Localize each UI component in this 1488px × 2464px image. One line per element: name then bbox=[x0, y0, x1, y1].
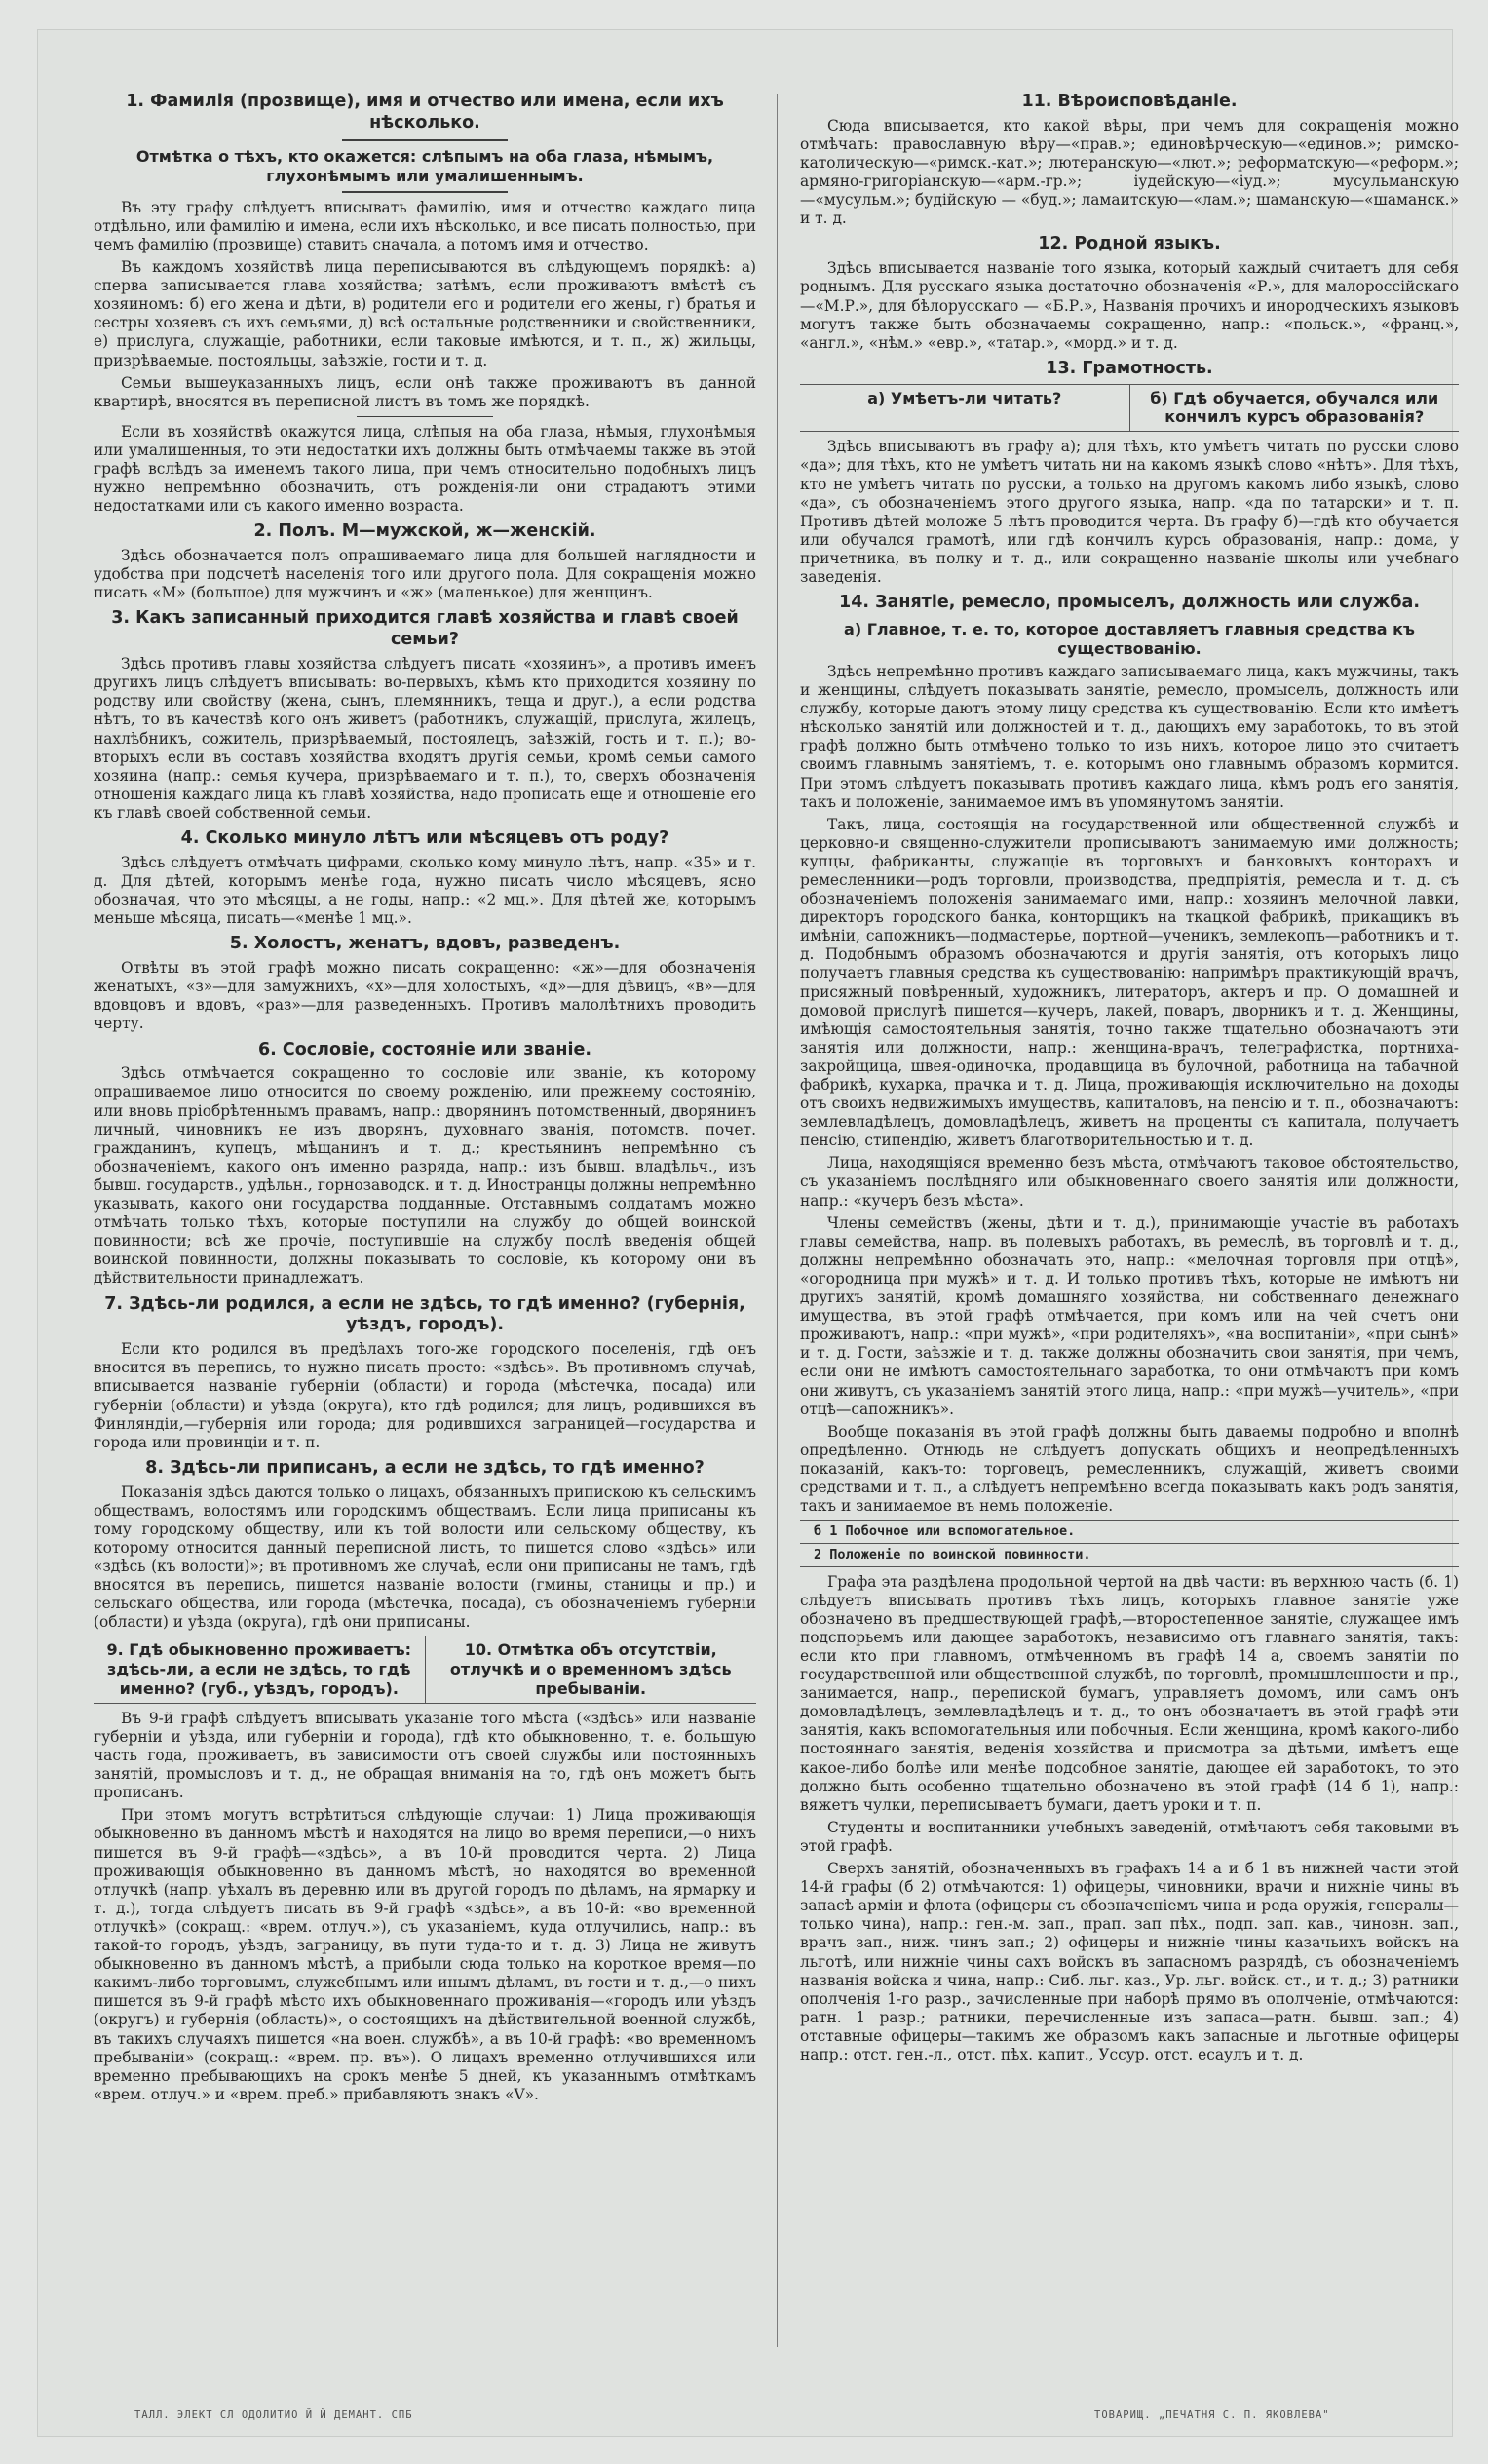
heading-1-note: Отмѣтка о тѣхъ, кто окажется: слѣпымъ на оба глаза, нѣмымъ, глухонѣмымъ или умалишеннымъ. bbox=[135, 146, 714, 185]
heading-9: 9. Гдѣ обыкновенно проживаетъ: здѣсь-ли, а если не здѣсь, то гдѣ именно? (губ., уѣздъ, городъ). bbox=[106, 1640, 412, 1699]
heading-3: 3. Какъ записанный приходится главѣ хозяйства и главѣ своей семьи? bbox=[111, 608, 739, 650]
subheading-14b1: б 1 Побочное или вспомогательное. bbox=[800, 1520, 1459, 1543]
rule bbox=[342, 191, 508, 193]
paragraph: Если въ хозяйствѣ окажутся лица, слѣпыя на оба глаза, нѣмыя, глухонѣмыя или умалишенныя, то эти недостатки ихъ должны быть отмѣчаемы также въ этой графѣ вслѣдъ за именемъ такого лица, при чемъ относительно подобныхъ лицъ нужно непремѣнно обозначить, отъ рожденія-ли они страдаютъ этими недостатками или съ какого именно возраста. bbox=[94, 422, 756, 516]
paragraph: Студенты и воспитанники учебныхъ заведеній, отмѣчаютъ себя таковыми въ этой графѣ. bbox=[800, 1818, 1459, 1855]
paragraph: Здѣсь отмѣчается сокращенно то сословіе или званіе, къ которому опрашиваемое лицо относится по своему рожденію, или прежнему состоянію, или вновь пріобрѣтеннымъ правамъ, напр.: дворянинъ потомственный, дворянинъ личный, чиновникъ не изъ дворянъ, духовнаго званія, потомств. почет. гражданинъ, купецъ, мѣщанинъ и т. д.; крестьянинъ непремѣнно съ обозначеніемъ, какого онъ именно разряда, напр.: изъ бывш. владѣльч., изъ бывш. государств., удѣльн., горнозаводск. и т. д. Иностранцы должны непремѣнно указывать, какого они государства подданные. Отставнымъ солдатамъ можно отмѣчать только тѣхъ, которые поступили на службу до общей воинской повинности; всѣ же прочіе, поступившіе на службу послѣ введенія общей воинской повинности, должны показывать то сословіе, къ которому они въ дѣйствительности принадлежатъ. bbox=[94, 1064, 756, 1288]
subheading-14b2: 2 Положеніе по воинской повинности. bbox=[800, 1543, 1459, 1567]
heading-13-subrow bbox=[800, 384, 1459, 433]
heading-1: 1. Фамилія (прозвище), имя и отчество или имена, если ихъ нѣсколько. bbox=[126, 92, 724, 133]
paragraph: Въ эту графу слѣдуетъ вписывать фамилію, имя и отчество каждаго лица отдѣльно, или фамилію и имена, если ихъ нѣсколько, и все писать полностью, при чемъ фамилію (прозвище) ставить сначала, а потомъ имя и отчество. bbox=[94, 198, 756, 253]
heading-10: 10. Отмѣтка объ отсутствіи, отлучкѣ и о временномъ здѣсь пребываніи. bbox=[425, 1636, 757, 1702]
paragraph: Показанія здѣсь даются только о лицахъ, обязанныхъ припискою къ сельскимъ обществамъ, волостямъ или городскимъ обществамъ. Если лица приписаны къ тому городскому обществу, или къ той волости или сельскому обществу, къ которому относится данный переписной листъ, то пишется слово «здѣсь» или «здѣсь (къ волости)»; въ противномъ же случаѣ, если они приписаны не тамъ, гдѣ вносятся въ перепись, пишется названіе волости (гмины, станицы и пр.) и сельскаго общества, или города (мѣстечка, посада), съ обозначеніемъ губерніи (области) и уѣзда (округа), гдѣ они приписаны. bbox=[94, 1482, 756, 1632]
heading-13b: б) Гдѣ обучается, обучался или кончилъ курсъ образованія? bbox=[1129, 385, 1460, 432]
heading-5: 5. Холостъ, женатъ, вдовъ, разведенъ. bbox=[229, 934, 621, 954]
heading-14a: а) Главное, т. е. то, которое доставляетъ главныя средства къ существованію. bbox=[844, 619, 1415, 658]
paragraph: Сюда вписывается, кто какой вѣры, при чемъ для сокращенія можно отмѣчать: православную вѣру—«прав.»; единовѣрческую—«единов.»; римско-католическую—«римск.-кат.»; лютеранскую—«лют.»; реформатскую—«реформ.»; армяно-григоріанскую—«арм.-гр.»; іудейскую—«іуд.»; мусульманскую—«мусульм.»; будійскую — «буд.»; ламаитскую—«лам.»; шаманскую—«шаманск.» и т. д. bbox=[800, 116, 1459, 228]
paragraph: Здѣсь обозначается полъ опрашиваемаго лица для большей наглядности и удобства при подсчетѣ населенія того или другого пола. Для сокращенія можно писать «М» (большое) для мужчинъ и «ж» (маленькое) для женщинъ. bbox=[94, 547, 756, 602]
heading-12: 12. Родной языкъ. bbox=[1038, 234, 1221, 254]
heading-13: 13. Грамотность. bbox=[1046, 358, 1213, 378]
paragraph: Если кто родился въ предѣлахъ того-же городского поселенія, гдѣ онъ вносится въ перепись, то нужно писать просто: «здѣсь». Въ противномъ случаѣ, вписывается названіе губерніи (области) и города (мѣстечка, посада) или губерніи (области) и уѣзда (округа), кто гдѣ родился; для лицъ, родившихся въ Финляндіи,—губернія или города; для родившихся заграницей—государства и города или провинціи и т. п. bbox=[94, 1340, 756, 1451]
column-divider bbox=[777, 94, 778, 2347]
heading-14: 14. Занятіе, ремесло, промыселъ, должность или служба. bbox=[839, 593, 1420, 613]
paragraph: Здѣсь вписываютъ въ графу а); для тѣхъ, кто умѣетъ читать по русски слово «да»; для тѣхъ, кто не умѣетъ читать ни на какомъ языкѣ слово «нѣтъ». Для тѣхъ, кто не умѣетъ читать по русски, а только на другомъ какомъ либо языкѣ, слово «да», съ обозначеніемъ этого другого языка, напр. «да по татарски» и т. п. Противъ дѣтей моложе 5 лѣтъ проводится черта. Въ графу б)—гдѣ кто обучается или обучался грамотѣ, или гдѣ кончилъ курсъ образованія, напр.: дома, у причетника, въ полку и т. д., или сокращенно названіе школы или учебнаго заведенія. bbox=[800, 438, 1459, 586]
heading-11: 11. Вѣроисповѣданіе. bbox=[1021, 92, 1238, 111]
heading-7: 7. Здѣсь-ли родился, а если не здѣсь, то гдѣ именно? (губернія, уѣздъ, городъ). bbox=[104, 1293, 745, 1335]
heading-8: 8. Здѣсь-ли приписанъ, а если не здѣсь, то гдѣ именно? bbox=[145, 1457, 705, 1478]
printer-imprint-right: ТОВАРИЩ. „ПЕЧАТНЯ С. П. ЯКОВЛЕВА" bbox=[1094, 2409, 1330, 2421]
paragraph: Такъ, лица, состоящія на государственной или общественной службѣ и церковно-и священно-служители прописываютъ занимаемую ими должность; купцы, фабриканты, служащіе въ торговыхъ и банковыхъ конторахъ и ремесленники—родъ торговли, производства, предпріятія, ремесла и т. д. съ обозначеніемъ положенія занимаемаго ими, напр.: хозяинъ мелочной лавки, директоръ городского банка, конторщикъ на ткацкой фабрикѣ, прикащикъ въ имѣніи, сапожникъ—подмастерье, портной—ученикъ, землекопъ—работникъ и т. д. Подобнымъ образомъ обозначаются и другія занятія, отъ которыхъ лицо получаетъ главныя средства къ существованію: напримѣръ практикующій врачъ, присяжный повѣренный, художникъ, литераторъ, актеръ и пр. О домашней и домовой прислугѣ пишется—кучеръ, лакей, поваръ, дворникъ и т. д. Женщины, имѣющія самостоятельныя занятія, точно также тщательно обозначаютъ эти занятія или должности, напр.: женщина-врачъ, телеграфистка, портниха-закройщица, швея-одиночка, продавщица въ булочной, работница на табачной фабрикѣ, кухарка, прачка и т. д. Лица, проживающія исключительно на доходы отъ своихъ недвижимыхъ имуществъ, капиталовъ, на пенсію и т. п., обозначаютъ: землевладѣлецъ, домовладѣлецъ, живетъ на проценты съ капитала, получаетъ пенсію, стипендію, живетъ благотворительностью и т. д. bbox=[800, 815, 1459, 1150]
paragraph: Здѣсь слѣдуетъ отмѣчать цифрами, сколько кому минуло лѣтъ, напр. «35» и т. д. Для дѣтей, которымъ менѣе года, нужно писать число мѣсяцевъ, ясно обозначая, что это мѣсяцы, а не годы, напр.: «2 мц.». Для дѣтей же, которымъ меньше мѣсяца, писать—«менѣе 1 мц.». bbox=[94, 853, 756, 928]
paragraph: Лица, находящіяся временно безъ мѣста, отмѣчаютъ таковое обстоятельство, съ указаніемъ послѣдняго или обыкновеннаго своего занятія или должности, напр.: «кучеръ безъ мѣста». bbox=[800, 1154, 1459, 1210]
paragraph: Въ каждомъ хозяйствѣ лица переписываются въ слѣдующемъ порядкѣ: а) сперва записывается глава хозяйства; затѣмъ, если проживаютъ вмѣстѣ съ хозяиномъ: б) его жена и дѣти, в) родители его и родители его жены, г) братья и сестры хозяевъ съ ихъ семьями, д) всѣ остальные родственники и свойственники, е) прислуга, служащіе, работники, если таковые имѣются, и т. п., ж) жильцы, призрѣваемые, постояльцы, заѣзжіе, гости и т. д. bbox=[94, 258, 756, 369]
heading-9-10-row bbox=[94, 1636, 756, 1703]
census-form-sheet bbox=[37, 29, 1459, 2437]
paragraph: Сверхъ занятій, обозначенныхъ въ графахъ 14 а и б 1 въ нижней части этой 14-й графы (б 2) отмѣчаются: 1) офицеры, чиновники, врачи и нижніе чины въ запасѣ арміи и флота (офицеры съ обозначеніемъ чина и рода оружія, генералы—только чина), напр.: ген.-м. зап., прап. зап пѣх., подп. зап. кав., чиновн. зап., врачъ зап., ниж. чинъ зап.; 2) офицеры и нижніе чины казачьихъ войскъ на льготѣ, или нижніе чины сахъ войскъ въ запасномъ разрядѣ, съ обозначеніемъ названія войска и чина, напр.: Сиб. льг. каз., Ур. льг. войск. ст., и т. д.; 3) ратники ополченія 1-го разр., зачисленные при наборѣ прямо въ ополченіе, отмѣчаются: ратн. 1 разр.; ратники, перечисленные изъ запаса—ратн. бывш. зап.; 4) отставные офицеры—такимъ же образомъ какъ запасные и льготные офицеры напр.: отст. ген.-л., отст. пѣх. капит., Уссур. отст. есаулъ и т. д. bbox=[800, 1860, 1459, 2063]
left-column bbox=[94, 86, 756, 2108]
paragraph: Здѣсь непремѣнно противъ каждаго записываемаго лица, какъ мужчины, такъ и женщины, слѣдуетъ показывать занятіе, ремесло, промыселъ, должность или службу, которые даютъ этому лицу средства къ существованію. Если кто имѣетъ нѣсколько занятій или должностей и т. д., дающихъ ему заработокъ, то въ этой графѣ должно быть отмѣчено только то изъ нихъ, которое лицо это считаетъ своимъ главнымъ занятіемъ, т. е. которымъ оно главнымъ образомъ кормится. При этомъ слѣдуетъ показывать противъ каждаго лица, кѣмъ родъ его занятія, такъ и положеніе, занимаемое имъ въ упомянутомъ занятіи. bbox=[800, 662, 1459, 811]
paragraph: Въ 9-й графѣ слѣдуетъ вписывать указаніе того мѣста («здѣсь» или названіе губерніи и уѣзда, или губерніи и города), гдѣ кто обыкновенно, т. е. большую часть года, проживаетъ, въ зависимости отъ своей службы или постоянныхъ занятій, промысловъ и т. д., не обращая вниманія на то, гдѣ онъ можетъ быть прописанъ. bbox=[94, 1709, 756, 1802]
paragraph: Семьи вышеуказанныхъ лицъ, если онѣ также проживаютъ въ данной квартирѣ, вносятся въ переписной листъ въ томъ же порядкѣ. bbox=[94, 373, 756, 410]
rule bbox=[357, 416, 493, 417]
paragraph: При этомъ могутъ встрѣтиться слѣдующіе случаи: 1) Лица проживающія обыкновенно въ данномъ мѣстѣ и находятся на лицо во время переписи,—о нихъ пишется въ 9-й графѣ—«здѣсь», а въ 10-й проводится черта. 2) Лица проживающія обыкновенно въ данномъ мѣстѣ, но находятся во временной отлучкѣ (напр. уѣхалъ въ деревню или въ другой городъ по дѣламъ, на ярмарку и т. д.), тогда слѣдуетъ писать въ 9-й графѣ «здѣсь», а въ 10-й: «во временной отлучкѣ» (сокращ.: «врем. отлуч.»), съ указаніемъ, куда отлучились, напр.: въ такой-то городъ, уѣздъ, заграницу, въ пути туда-то и т. д. 3) Лица не живутъ обыкновенно въ данномъ мѣстѣ, а прибыли сюда только на короткое время—по какимъ-либо торговымъ, служебнымъ или инымъ дѣламъ, въ гости и т. д.,—о нихъ пишется въ 9-й графѣ мѣсто ихъ обыкновеннаго проживанія—«городъ или уѣздъ (округъ) и губернія (область)», о состоящихъ на дѣйствительной военной службѣ, въ такихъ случаяхъ пишется «на воен. службѣ», а въ 10-й графѣ: «во временномъ пребываніи» (сокращ.: «врем. пр. въ»). О лицахъ временно отлучившихся или временно пребывающихъ на срокъ менѣе 5 дней, къ указаннымъ отмѣткамъ «врем. отлуч.» и «врем. преб.» прибавляютъ знакъ «V». bbox=[94, 1806, 756, 2103]
right-column bbox=[800, 86, 1459, 2068]
heading-2: 2. Полъ. М—мужской, ж—женскій. bbox=[253, 521, 596, 542]
paragraph: Вообще показанія въ этой графѣ должны быть даваемы подробно и вполнѣ опредѣленно. Отнюдь не слѣдуетъ допускать общихъ и неопредѣленныхъ показаній, какъ-то: торговецъ, ремесленникъ, служащій, живетъ своими средствами и т. п., а слѣдуетъ непремѣнно всегда показывать какъ родъ занятія, такъ и занимаемое въ немъ положеніе. bbox=[800, 1422, 1459, 1516]
paragraph: Отвѣты въ этой графѣ можно писать сокращенно: «ж»—для обозначенія женатыхъ, «з»—для замужнихъ, «х»—для холостыхъ, «д»—для дѣвицъ, «в»—для вдовцовъ и вдовъ, «раз»—для разведенныхъ. Противъ малолѣтнихъ проводить черту. bbox=[94, 959, 756, 1033]
paragraph: Здѣсь противъ главы хозяйства слѣдуетъ писать «хозяинъ», а противъ именъ другихъ лицъ слѣдуетъ вписывать: во-первыхъ, кѣмъ кто приходится хозяину по родству или свойству (жена, сынъ, племянникъ, теща и друг.), а если родства нѣтъ, то въ качествѣ кого онъ живетъ (работникъ, служащій, прислуга, жилецъ, нахлѣбникъ, сожитель, призрѣваемый, постоялецъ, заѣзжій, гость и т. п.); во-вторыхъ если въ составъ хозяйства входятъ другія семьи, кромѣ семьи самого хозяина (напр.: семья кучера, призрѣваемаго и т. п.), то, сверхъ обозначенія отношенія каждаго лица къ главѣ хозяйства, надо прописать еще и отношеніе его къ главѣ своей собственной семьи. bbox=[94, 655, 756, 822]
heading-4: 4. Сколько минуло лѣтъ или мѣсяцевъ отъ роду? bbox=[180, 828, 669, 848]
heading-13a: а) Умѣетъ-ли читать? bbox=[867, 388, 1062, 407]
paragraph: Графа эта раздѣлена продольной чертой на двѣ части: въ верхнюю часть (б. 1) слѣдуетъ вписывать противъ тѣхъ лицъ, которыхъ главное занятіе уже обозначено въ предшествующей графѣ,—второстепенное занятіе, служащее имъ подспорьемъ или дающее заработокъ, независимо отъ главнаго занятія, такъ: если кто при главномъ, отмѣченномъ въ графѣ 14 а, своемъ занятіи по государственной или общественной службѣ, по торговлѣ, промышленности и пр., занимается, напр., перепиской бумагъ, управляетъ домомъ, или самъ онъ домовладѣлецъ, землевладѣлецъ и т. д., то онъ обозначаетъ въ этой графѣ эти занятія, какъ вспомогательныя или побочныя. Если женщина, кромѣ какого-либо постояннаго занятія, веденія хозяйства и присмотра за дѣтьми, имѣетъ еще какое-либо болѣе или менѣе подсобное занятіе, дающее ей заработокъ, то это должно быть особенно тщательно обозначено въ этой графѣ (14 б 1), напр.: вяжетъ чулки, переписываетъ бумаги, даетъ уроки и т. п. bbox=[800, 1572, 1459, 1814]
rule bbox=[342, 139, 508, 141]
paragraph: Члены семействъ (жены, дѣти и т. д.), принимающіе участіе въ работахъ главы семейства, напр. въ полевыхъ работахъ, въ ремеслѣ, въ торговлѣ и т. д., должны непремѣнно обозначать это, напр.: «мелочная торговля при отцѣ», «огородница при мужѣ» и т. д. И только противъ тѣхъ, которые не имѣютъ ни другихъ занятій, кромѣ домашняго хозяйства, ни собственнаго денежнаго имущества, въ этой графѣ отмѣчается, при комъ или на чей счетъ они проживаютъ, напр.: «при мужѣ», «при родителяхъ», «на воспитаніи», «при сынѣ» и т. д. Гости, заѣзжіе и т. д. также должны обозначить свои занятія, при чемъ, если они не имѣютъ самостоятельнаго заработка, то они отмѣчаютъ при комъ они живутъ, съ указаніемъ занятій этого лица, напр.: «при мужѣ—учитель», «при отцѣ—сапожникъ». bbox=[800, 1213, 1459, 1418]
heading-6: 6. Сословіе, состояніе или званіе. bbox=[258, 1039, 591, 1059]
printer-imprint-left: ТАЛЛ. ЭЛЕКТ СЛ ОДОЛИТИО Й Й ДЕМАНТ. СПБ bbox=[134, 2409, 413, 2421]
paragraph: Здѣсь вписывается названіе того языка, который каждый считаетъ для себя роднымъ. Для русскаго языка достаточно обозначенія «Р.», для малороссійскаго—«М.Р.», для бѣлорусскаго — «Б.Р.», Названія прочихъ и инородческихъ языковъ могутъ также быть обозначаемы сокращенно, напр.: «польск.», «франц.», «англ.», «нѣм.» «евр.», «татар.», «морд.» и т. д. bbox=[800, 259, 1459, 352]
